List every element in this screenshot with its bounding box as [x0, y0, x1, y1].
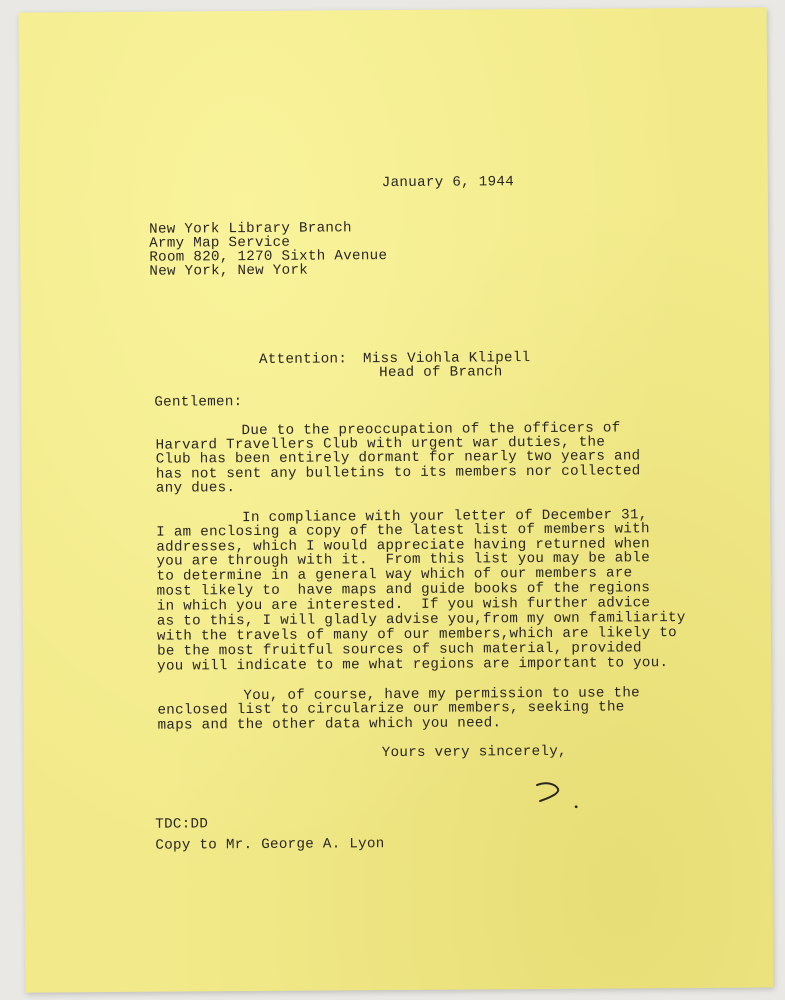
- body-line: Due to the preoccupation of the officers of: [241, 420, 621, 440]
- body-line: be the most fruitful sources of such material, provided: [156, 640, 642, 660]
- body-line: I am enclosing a copy of the latest list of members with: [156, 521, 650, 541]
- signature-mark: [534, 779, 584, 813]
- body-line: with the travels of many of our members,which are likely to: [156, 625, 678, 645]
- body-line: you are through with it. From this list you may be able: [156, 550, 651, 570]
- body-line: addresses, which I would appreciate having returned when: [156, 536, 650, 556]
- body-line: In compliance with your letter of December 31,: [242, 507, 648, 527]
- body-line: enclosed list to circularize our members, seeking the: [157, 699, 625, 719]
- initials: TDC:DD: [155, 816, 209, 833]
- attention-name: Miss Viohla Klipell: [362, 350, 531, 368]
- body-line: as to this, I will gladly advise you,from my own familiarity: [156, 609, 686, 630]
- body-line: to determine in a general way which of our members are: [156, 565, 633, 585]
- body-line: Harvard Travellers Club with urgent war duties, the: [155, 434, 606, 454]
- letter-page: [19, 7, 774, 992]
- body-line: You, of course, have my permission to use the: [243, 685, 641, 705]
- recipient-line: Army Map Service: [149, 234, 291, 252]
- closing: Yours very sincerely,: [381, 743, 567, 762]
- body-line: most likely to have maps and guide books of the regions: [156, 580, 651, 600]
- body-line: has not sent any bulletins to its members nor collected: [155, 463, 641, 483]
- recipient-line: New York, New York: [149, 262, 309, 280]
- body-line: in which you are interested. If you wish further advice: [156, 595, 651, 615]
- body-line: any dues.: [155, 480, 236, 497]
- body-line: you will indicate to me what regions are important to you.: [157, 655, 669, 675]
- attention-title: Head of Branch: [379, 364, 503, 382]
- recipient-line: Room 820, 1270 Sixth Avenue: [149, 248, 388, 266]
- letter-date: January 6, 1944: [381, 174, 515, 192]
- salutation: Gentlemen:: [154, 394, 243, 411]
- attention-label: Attention:: [258, 351, 348, 368]
- body-line: maps and the other data which you need.: [157, 715, 502, 734]
- recipient-line: New York Library Branch: [149, 220, 352, 238]
- body-line: Club has been entirely dormant for nearly two years and: [155, 448, 641, 468]
- copy-line: Copy to Mr. George A. Lyon: [155, 836, 385, 854]
